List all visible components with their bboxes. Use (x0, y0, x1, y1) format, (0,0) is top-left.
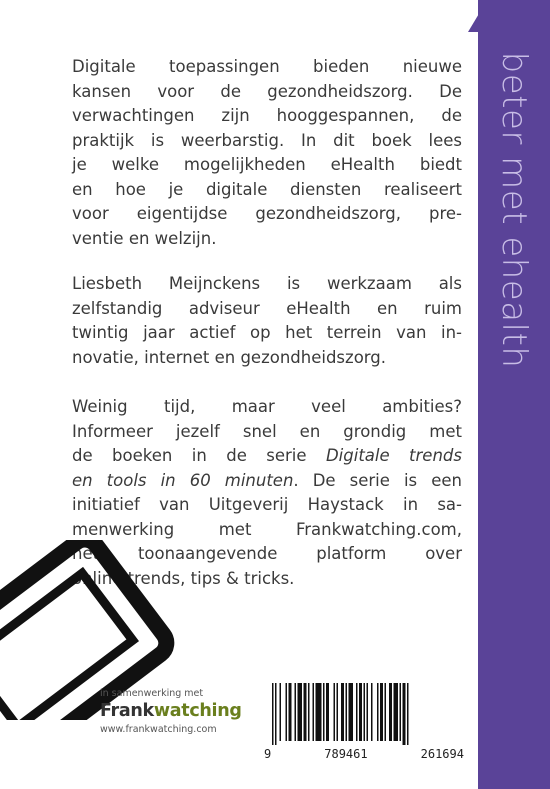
barcode-number (264, 747, 464, 761)
text-line: je welke mogelijkheden eHealth biedt (72, 155, 462, 174)
barcode-bar (400, 683, 402, 741)
barcode-bar (289, 683, 292, 741)
barcode-bar (356, 683, 358, 741)
text-line: initiatief van Uitgeverij Haystack in sa- (72, 495, 462, 514)
barcode-bar (295, 683, 297, 741)
logo-text-accent: watching (153, 701, 242, 721)
barcode-bar (272, 683, 274, 745)
barcode-bar (367, 683, 369, 741)
frankwatching-logo (100, 701, 242, 721)
text-line (72, 444, 462, 469)
barcode-bar (403, 683, 406, 745)
barcode-bar (286, 683, 288, 741)
text-segment: . De serie is een (293, 470, 462, 490)
series-title-italic: en tools in 60 minuten (72, 470, 294, 490)
text-line: kansen voor de gezondheidszorg. De (72, 81, 462, 101)
barcode-bars (272, 683, 458, 745)
spine-tab (468, 12, 480, 32)
barcode-bar (304, 683, 307, 741)
text-line: novatie, internet en gezondheidszorg. (72, 347, 386, 367)
isbn-barcode (264, 683, 464, 768)
barcode-bar (341, 683, 344, 741)
barcode-bar (316, 683, 322, 741)
barcode-bar (380, 683, 383, 741)
barcode-bar (280, 683, 282, 741)
text-line: het toonaangevende platform over (72, 544, 462, 563)
barcode-bar (323, 683, 325, 741)
text-line: en hoe je digitale diensten realiseert (72, 179, 462, 199)
text-line: twintig jaar actief op het terrein van in- (72, 323, 462, 342)
barcode-bar (377, 683, 379, 741)
barcode-bar (326, 683, 329, 741)
barcode-bar (349, 683, 354, 741)
barcode-bar (275, 683, 277, 745)
barcode-bar (371, 683, 373, 741)
barcode-bar (337, 683, 339, 741)
barcode-bar (346, 683, 348, 741)
partner-note: in samenwerking met (100, 688, 204, 699)
barcode-digit-group: 9 (264, 747, 272, 761)
barcode-bar (298, 683, 303, 741)
author-paragraph (72, 272, 462, 370)
barcode-bar (394, 683, 399, 741)
barcode-bar (385, 683, 387, 741)
text-line: verwachtingen zijn hooggespannen, de (72, 106, 462, 125)
spine-title: beter met ehealth (494, 51, 534, 369)
text-line: praktijk is weerbarstig. In dit boek lees (72, 130, 462, 150)
description-paragraph (72, 55, 462, 251)
barcode-digit-group: 789461 (324, 747, 368, 761)
text-line: Informeer jezelf snel en grondig met (72, 421, 462, 441)
barcode-bar (308, 683, 310, 741)
partner-url: www.frankwatching.com (100, 724, 217, 735)
text-line: menwerking met Frankwatching.com, (72, 519, 462, 539)
text-segment: de boeken in de serie (72, 446, 326, 465)
text-line: ventie en welzijn. (72, 228, 217, 248)
text-line: Weinig tijd, maar veel ambities? (72, 397, 462, 416)
text-line: Liesbeth Meijnckens is werkzaam als (72, 274, 462, 293)
text-line: zelfstandig adviseur eHealth en ruim (72, 298, 462, 318)
barcode-bar (313, 683, 315, 741)
partner-block (100, 688, 242, 735)
barcode-bar (407, 683, 409, 745)
barcode-bar (389, 683, 392, 741)
barcode-digit-group: 261694 (420, 747, 464, 761)
text-line: voor eigentijdse gezondheidszorg, pre- (72, 204, 462, 223)
logo-text: Frank (100, 701, 154, 721)
text-line (72, 469, 462, 494)
series-title-italic: Digitale trends (325, 446, 462, 465)
text-line: Digitale toepassingen bieden nieuwe (72, 57, 462, 76)
barcode-bar (359, 683, 362, 741)
barcode-bar (334, 683, 336, 741)
text-line: online trends, tips & tricks. (72, 568, 295, 588)
barcode-bar (364, 683, 366, 741)
